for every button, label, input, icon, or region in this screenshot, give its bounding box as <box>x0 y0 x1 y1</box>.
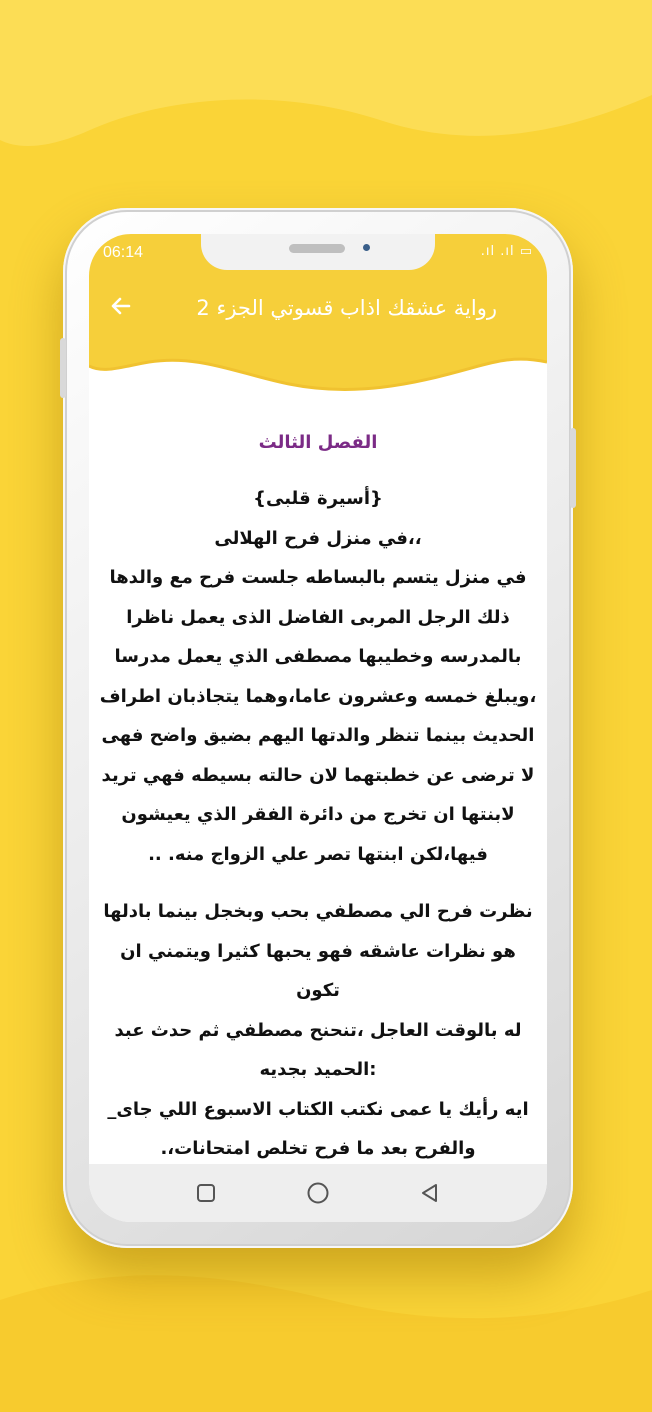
recents-button[interactable] <box>187 1174 225 1212</box>
story-line: ذلك الرجل المربى الفاضل الذى يعمل ناظرا <box>126 606 510 628</box>
story-line: الحديث بينما تنظر والدتها اليهم بضيق واضح فهى <box>101 725 535 746</box>
app-header <box>89 234 547 404</box>
story-line: :الحميد بجديه <box>259 1059 377 1080</box>
story-paragraph-2 <box>89 892 547 1169</box>
story-content <box>89 404 547 1164</box>
arrow-left-icon <box>109 294 133 318</box>
page-title: رواية عشقك اذاب قسوتي الجزء 2 <box>196 296 497 320</box>
story-line: {أسيرة قلبى} <box>253 488 383 509</box>
square-icon <box>195 1182 217 1204</box>
back-button[interactable] <box>109 294 141 326</box>
status-icons: .ıl .ıl ▭ <box>480 244 533 259</box>
phone-screen <box>89 234 547 1222</box>
story-line: نظرت فرح الي مصطفي بحب وبخجل بينما بادلها <box>103 901 533 922</box>
story-line: هو نظرات عاشقه فهو يحبها كثيرا ويتمني ان تكون <box>120 940 516 1001</box>
system-nav-bar <box>89 1164 547 1222</box>
story-line: في منزل يتسم بالبساطه جلست فرح مع والدها <box>109 567 527 588</box>
story-line: ،،في منزل فرح الهلالى <box>214 527 422 549</box>
story-line: ايه رأيك يا عمى نكتب الكتاب الاسبوع اللي جاى_ <box>107 1098 529 1120</box>
triangle-back-icon <box>419 1182 441 1204</box>
story-line: له بالوقت العاجل ،تنحنح مصطفي ثم حدث عبد <box>114 1019 522 1041</box>
home-button[interactable] <box>299 1174 337 1212</box>
circle-icon <box>306 1181 330 1205</box>
status-time: 06:14 <box>103 244 144 261</box>
story-line: والفرح بعد ما فرح تخلص امتحانات،. <box>160 1138 476 1159</box>
story-line: لابنتها ان تخرج من دائرة الفقر الذي يعيشون <box>121 804 515 825</box>
story-line: بالمدرسه وخطيبها مصطفى الذي يعمل مدرسا <box>114 646 522 667</box>
chapter-heading: الفصل الثالث <box>258 432 378 453</box>
story-paragraph-1 <box>89 479 547 874</box>
story-line: فيها،لكن ابنتها تصر علي الزواج منه. .. <box>148 843 488 865</box>
nav-back-button[interactable] <box>411 1174 449 1212</box>
speaker-grille <box>289 244 345 253</box>
volume-button <box>60 338 66 398</box>
phone-frame <box>63 208 573 1248</box>
story-line: لا ترضى عن خطبتهما لان حالته بسيطه فهي تريد <box>101 764 535 786</box>
story-line: ،ويبلغ خمسه وعشرون عاما،وهما يتجاذبان اطراف <box>99 685 537 707</box>
camera-notch <box>201 234 435 270</box>
front-camera <box>363 244 370 251</box>
power-button <box>570 428 576 508</box>
